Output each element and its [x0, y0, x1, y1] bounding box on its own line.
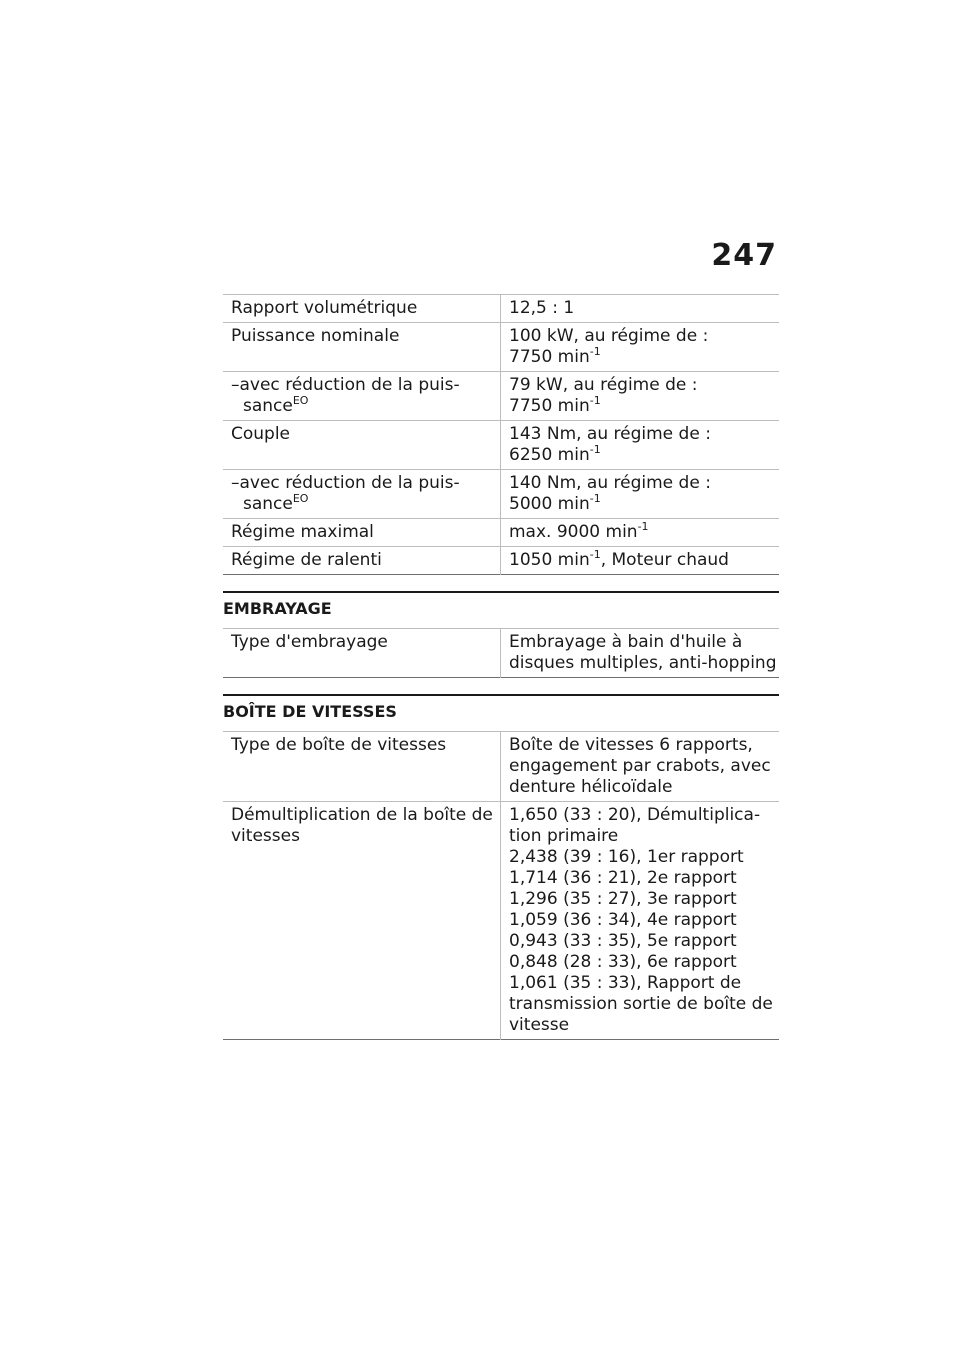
spec-value: 100 kW, au régime de : 7750 $\min^{-1}$: [501, 323, 780, 372]
spec-label: Régime maximal: [231, 522, 374, 542]
table-row: [223, 421, 779, 470]
table-row: [223, 629, 779, 678]
spec-value: 79 kW, au régime de : 7750 $\min^{-1}$: [501, 372, 780, 421]
spec-label: Régime de ralenti: [231, 550, 382, 570]
spec-value: Embrayage à bain d'huile à disques multiples, anti-hopping: [501, 629, 780, 678]
table-row: [223, 323, 779, 372]
engine-specs-table: [223, 294, 779, 575]
table-row: [223, 732, 779, 802]
spec-label: Type de boîte de vitesses: [231, 735, 447, 755]
spec-value: Boîte de vitesses 6 rapports, engagement par crabots, avec denture hélicoïdale: [501, 732, 780, 802]
section-heading-embrayage: EMBRAYAGE: [223, 591, 779, 629]
table-row: [223, 470, 779, 519]
table-row: [223, 519, 779, 547]
spec-value: max. 9000 $\min^{-1}$: [501, 519, 780, 547]
spec-label: Rapport volumétrique: [231, 298, 418, 318]
spec-label: –avec réduction de la puis- sance$^{EO}$: [231, 473, 460, 514]
spec-value: 140 Nm, au régime de : 5000 $\min^{-1}$: [501, 470, 780, 519]
spec-content: [223, 294, 779, 1040]
spec-value: 143 Nm, au régime de : 6250 $\min^{-1}$: [501, 421, 780, 470]
spec-label: –avec réduction de la puis- sance$^{EO}$: [231, 375, 460, 416]
table-row: [223, 295, 779, 323]
spec-value: 12,5 : 1: [501, 295, 780, 323]
section-heading-boite: BOÎTE DE VITESSES: [223, 694, 779, 732]
table-row: [223, 547, 779, 575]
spec-label: Couple: [231, 424, 291, 444]
spec-label: Type d'embrayage: [231, 632, 388, 652]
embrayage-table: [223, 629, 779, 678]
table-row: [223, 802, 779, 1040]
page-number: 247: [711, 238, 777, 273]
spec-label: Démultiplication de la boîte de vitesses: [231, 805, 493, 846]
spec-label: Puissance nominale: [231, 326, 400, 346]
boite-table: [223, 732, 779, 1040]
spec-value: 1,650 (33 : 20), Démultiplica- tion primaire 2,438 (39 : 16), 1er rapport 1,714 (36 : 21), 2e rapport 1,296 (35 : 27), 3e rapport 1,059 (36 : 34), 4e rapport 0,943 (33 : 35), 5e rapport 0,848 (28 : 33), 6e rapport 1,061 (35 : 33), Rapport de transmission sortie de boîte de vitesse: [501, 802, 780, 1040]
table-row: [223, 372, 779, 421]
spec-value: 1050 $\min^{-1}$, Moteur chaud: [501, 547, 780, 575]
